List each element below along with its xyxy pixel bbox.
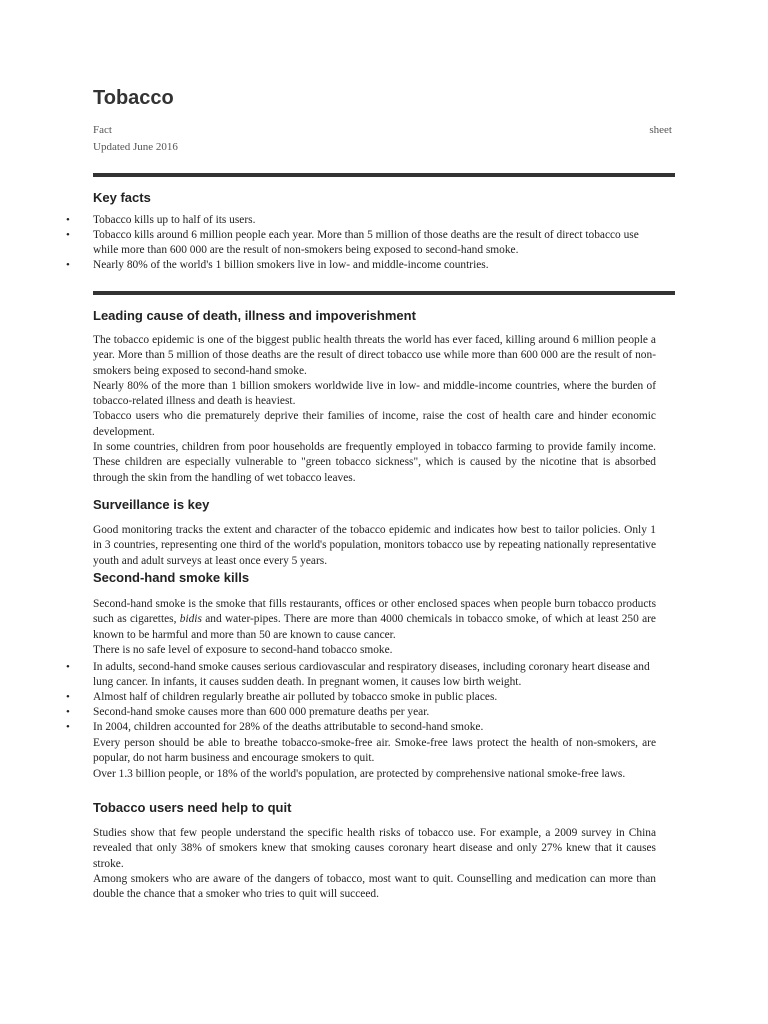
fact-label: Fact (93, 124, 112, 136)
list-item: • Tobacco kills up to half of its users. (93, 213, 663, 228)
key-facts-heading: Key facts (93, 190, 151, 205)
intro-text-start: Second-hand smoke is the smoke that fills restaurants, offices or other enclosed spaces when people burn tobacco products such as cigarettes, (93, 598, 656, 626)
leading-cause-body (93, 333, 656, 486)
paragraph: Over 1.3 billion people, or 18% of the world's population, are protected by comprehensive national smoke-free laws. (93, 767, 626, 780)
list-item: • Nearly 80% of the world's 1 billion smokers live in low- and middle-income countries. (93, 258, 663, 273)
list-item: • Tobacco kills around 6 million people each year. More than 5 million of those deaths are the result of direct tobacco use while more than 600 000 are the result of non-smokers being exposed to second-hand smoke. (93, 228, 663, 258)
intro-text-end: and water-pipes. There are more than 4000 chemicals in tobacco smoke, of which at least 250 are known to be harmful and more than 50 are known to cause cancer. (93, 613, 656, 641)
paragraph: Every person should be able to breathe tobacco-smoke-free air. Smoke-free laws protect the health of non-smokers, are popular, do not harm business and encourage smokers to quit. (93, 737, 656, 765)
paragraph: In some countries, children from poor households are frequently employed in tobacco farming to provide family income. These children are especially vulnerable to "green tobacco sickness", which is caused by the nicotine that is absorbed through the skin from the handling of wet tobacco leaves. (93, 441, 656, 484)
quit-help-body (93, 826, 656, 902)
second-hand-smoke-heading: Second-hand smoke kills (93, 570, 250, 585)
second-hand-smoke-list (93, 660, 663, 735)
paragraph: Studies show that few people understand the specific health risks of tobacco use. For example, a 2009 survey in China revealed that only 38% of smokers knew that smoking causes coronary heart disease and only 27% knew that it causes stroke. (93, 827, 656, 870)
surveillance-body (93, 523, 656, 569)
paragraph: Tobacco users who die prematurely deprive their families of income, raise the cost of health care and hinder economic development. (93, 410, 656, 438)
list-item: • Second-hand smoke causes more than 600 000 premature deaths per year. (93, 705, 663, 720)
paragraph: Nearly 80% of the more than 1 billion smokers worldwide live in low- and middle-income countries, where the burden of tobacco-related illness and death is heaviest. (93, 379, 656, 408)
leading-cause-heading: Leading cause of death, illness and impoverishment (93, 308, 416, 323)
list-item: • Almost half of children regularly breathe air polluted by tobacco smoke in public places. (93, 690, 663, 705)
key-facts-list (93, 213, 663, 273)
list-item: • In adults, second-hand smoke causes serious cardiovascular and respiratory diseases, including coronary heart disease and lung cancer. In infants, it causes sudden death. In pregnant women, it causes low birth weight. (93, 660, 663, 690)
updated-date: Updated June 2016 (93, 141, 178, 153)
sheet-label: sheet (649, 124, 672, 136)
surveillance-heading: Surveillance is key (93, 497, 210, 512)
paragraph: There is no safe level of exposure to second-hand tobacco smoke. (93, 643, 393, 656)
quit-help-heading: Tobacco users need help to quit (93, 800, 292, 815)
section-divider (93, 173, 675, 177)
paragraph: The tobacco epidemic is one of the biggest public health threats the world has ever faced, killing around 6 million people a year. More than 5 million of those deaths are the result of direct tobacco use while more than 600 000 are the result of non-smokers being exposed to second-hand smoke. (93, 334, 656, 377)
section-divider (93, 291, 675, 295)
page-title: Tobacco (93, 87, 174, 109)
second-hand-smoke-intro (93, 597, 656, 658)
intro-italic-term: bidis (179, 613, 202, 626)
list-item: • In 2004, children accounted for 28% of the deaths attributable to second-hand smoke. (93, 720, 663, 735)
paragraph (93, 597, 656, 643)
second-hand-smoke-conclusion (93, 736, 656, 782)
paragraph: Good monitoring tracks the extent and character of the tobacco epidemic and indicates how best to tailor policies. Only 1 in 3 countries, representing one third of the world's population, monitors tobacco use by repeating nationally representative youth and adult surveys at least once every 5 years. (93, 524, 656, 567)
paragraph: Among smokers who are aware of the dangers of tobacco, most want to quit. Counselling and medication can more than double the chance that a smoker who tries to quit will succeed. (93, 872, 656, 901)
